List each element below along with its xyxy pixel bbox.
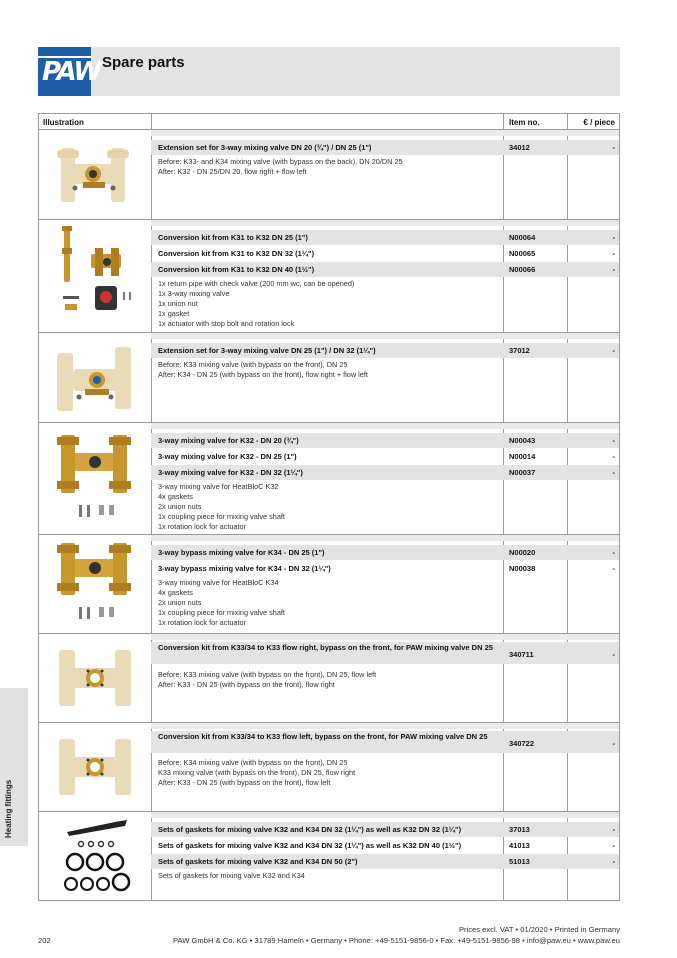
item-number: N00020 <box>509 548 536 557</box>
item-price: - <box>612 233 615 242</box>
item-number: N00064 <box>509 233 536 242</box>
description-line: 1x coupling piece for mixing valve shaft <box>158 512 285 521</box>
col-header-item-no: Item no. <box>509 118 540 127</box>
parts-section <box>39 333 619 422</box>
footer-company-info: PAW GmbH & Co. KG • 31789 Hameln • Germany • Phone: +49-5151-9856-0 • Fax: +49-5151-9856-98 • info@paw.eu • www.paw.eu <box>172 936 620 945</box>
logo-text: PAW <box>42 57 101 87</box>
description-line: 1x return pipe with check valve (200 mm wc, can be opened) <box>158 279 355 288</box>
item-description <box>158 578 285 628</box>
description-line: After: K33 - DN 25 (with bypass on the front), flow right <box>158 680 335 689</box>
parts-section <box>39 535 619 633</box>
col-header-price: € / piece <box>583 118 615 127</box>
section-top-band <box>151 723 619 729</box>
item-row <box>151 822 619 837</box>
item-price: - <box>612 436 615 445</box>
item-row <box>151 433 619 448</box>
description-line: Before: K33 mixing valve (with bypass on the front), DN 25, flow left <box>158 670 377 679</box>
item-row <box>151 262 619 277</box>
item-number: 41013 <box>509 841 530 850</box>
extension-set-valve-image <box>45 343 145 415</box>
item-price: - <box>612 548 615 557</box>
description-line: After: K32 - DN 25/DN 20, flow right + flow left <box>158 167 307 176</box>
item-description <box>158 670 376 690</box>
description-line: Before: K34 mixing valve (with bypass on the front), DN 25 <box>158 758 348 767</box>
conversion-kit-flow-left-image <box>45 735 145 799</box>
item-number: N00037 <box>509 468 536 477</box>
section-top-band <box>151 423 619 429</box>
item-number: 51013 <box>509 857 530 866</box>
description-line: 1x rotation lock for actuator <box>158 522 247 531</box>
description-line: 1x union nut <box>158 299 198 308</box>
section-top-band <box>151 812 619 818</box>
item-name: Conversion kit from K31 to K32 DN 40 (1½") <box>158 265 315 274</box>
item-price: - <box>612 650 615 659</box>
item-description <box>158 871 305 881</box>
item-row <box>151 731 619 753</box>
item-number: 34012 <box>509 143 530 152</box>
description-line: Sets of gaskets for mixing valve K32 and K34 <box>158 871 305 880</box>
item-row <box>151 449 619 464</box>
item-name: 3-way mixing valve for K32 - DN 25 (1") <box>158 452 297 461</box>
side-section-tab <box>0 688 28 846</box>
spare-parts-table <box>38 113 620 901</box>
item-number: 37013 <box>509 825 530 834</box>
item-price: - <box>612 841 615 850</box>
description-line: 4x gaskets <box>158 492 193 501</box>
item-row <box>151 642 619 664</box>
item-number: N00043 <box>509 436 536 445</box>
conversion-kit-flow-right-image <box>45 646 145 710</box>
item-row <box>151 561 619 576</box>
item-name: Conversion kit from K31 to K32 DN 32 (1¼") <box>158 249 315 258</box>
item-number: N00014 <box>509 452 536 461</box>
item-name: 3-way mixing valve for K32 - DN 20 (¾") <box>158 436 299 445</box>
section-top-band <box>151 130 619 136</box>
item-name: Sets of gaskets for mixing valve K32 and K34 DN 50 (2") <box>158 857 358 866</box>
extension-set-valve-image <box>45 142 145 206</box>
description-line: 3-way mixing valve for HeatBloC K34 <box>158 578 279 587</box>
page-number: 202 <box>38 936 51 945</box>
item-row <box>151 343 619 358</box>
item-name: 3-way bypass mixing valve for K34 - DN 32 (1¼") <box>158 564 331 573</box>
parts-section <box>39 130 619 219</box>
description-line: After: K33 - DN 25 (with bypass on the front), flow left <box>158 778 331 787</box>
item-number: N00038 <box>509 564 536 573</box>
item-price: - <box>612 564 615 573</box>
item-price: - <box>612 857 615 866</box>
item-row <box>151 465 619 480</box>
item-price: - <box>612 452 615 461</box>
item-description <box>158 279 354 329</box>
description-line: Before: K33- and K34 mixing valve (with bypass on the back), DN 20/DN 25 <box>158 157 403 166</box>
description-line: 1x coupling piece for mixing valve shaft <box>158 608 285 617</box>
item-row <box>151 246 619 261</box>
section-top-band <box>151 333 619 339</box>
item-price: - <box>612 143 615 152</box>
brass-mixing-valve-image <box>45 429 145 527</box>
description-line: 1x actuator with stop bolt and rotation lock <box>158 319 295 328</box>
side-tab-label: Heating fittings <box>4 779 13 838</box>
section-top-band <box>151 535 619 541</box>
item-number: 37012 <box>509 346 530 355</box>
item-name: Conversion kit from K33/34 to K33 flow right, bypass on the front, for PAW mixing valve DN 25 <box>158 643 493 652</box>
brass-bypass-valve-image <box>45 539 145 629</box>
item-name: 3-way mixing valve for K32 - DN 32 (1¼") <box>158 468 303 477</box>
description-line: After: K34 - DN 25 (with bypass on the front), flow right + flow left <box>158 370 368 379</box>
conversion-kit-parts-image <box>45 224 145 324</box>
item-price: - <box>612 739 615 748</box>
item-price: - <box>612 346 615 355</box>
description-line: 2x union nuts <box>158 502 202 511</box>
footer-prices-note: Prices excl. VAT • 01/2020 • Printed in Germany <box>458 925 620 934</box>
item-description <box>158 758 355 788</box>
parts-section <box>39 423 619 534</box>
description-line: K33 mixing valve (with bypass on the front), DN 25, flow right <box>158 768 356 777</box>
parts-section <box>39 220 619 332</box>
col-header-illustration: Illustration <box>43 118 84 127</box>
description-line: 4x gaskets <box>158 588 193 597</box>
description-line: 3-way mixing valve for HeatBloC K32 <box>158 482 279 491</box>
item-name: Sets of gaskets for mixing valve K32 and K34 DN 32 (1¼") as well as K32 DN 40 (1½") <box>158 841 462 850</box>
description-line: Before: K33 mixing valve (with bypass on the front), DN 25 <box>158 360 348 369</box>
item-name: 3-way bypass mixing valve for K34 - DN 25 (1") <box>158 548 325 557</box>
item-name: Conversion kit from K31 to K32 DN 25 (1") <box>158 233 308 242</box>
item-description <box>158 360 368 380</box>
page-title: Spare parts <box>102 54 185 71</box>
item-price: - <box>612 265 615 274</box>
description-line: 1x 3-way mixing valve <box>158 289 230 298</box>
item-number: 340722 <box>509 739 535 748</box>
item-price: - <box>612 468 615 477</box>
parts-section <box>39 723 619 811</box>
description-line: 1x rotation lock for actuator <box>158 618 247 627</box>
item-row <box>151 230 619 245</box>
parts-section <box>39 812 619 900</box>
item-description <box>158 482 285 532</box>
item-name: Conversion kit from K33/34 to K33 flow left, bypass on the front, for PAW mixing valve DN 25 <box>158 732 488 741</box>
item-name: Extension set for 3-way mixing valve DN 20 (¾") / DN 25 (1") <box>158 143 372 152</box>
item-number: N00065 <box>509 249 536 258</box>
parts-section <box>39 634 619 722</box>
paw-logo <box>38 47 101 96</box>
item-row <box>151 854 619 869</box>
item-price: - <box>612 249 615 258</box>
gasket-sets-image <box>45 816 145 898</box>
item-number: 340711 <box>509 650 534 659</box>
description-line: 2x union nuts <box>158 598 202 607</box>
item-number: N00066 <box>509 265 536 274</box>
description-line: 1x gasket <box>158 309 190 318</box>
item-price: - <box>612 825 615 834</box>
item-name: Sets of gaskets for mixing valve K32 and K34 DN 32 (1¼") as well as K32 DN 32 (1¼") <box>158 825 462 834</box>
item-row <box>151 140 619 155</box>
item-row <box>151 545 619 560</box>
item-name: Extension set for 3-way mixing valve DN 25 (1") / DN 32 (1¼") <box>158 346 376 355</box>
item-row <box>151 838 619 853</box>
section-top-band <box>151 220 619 226</box>
item-description <box>158 157 403 177</box>
section-top-band <box>151 634 619 640</box>
